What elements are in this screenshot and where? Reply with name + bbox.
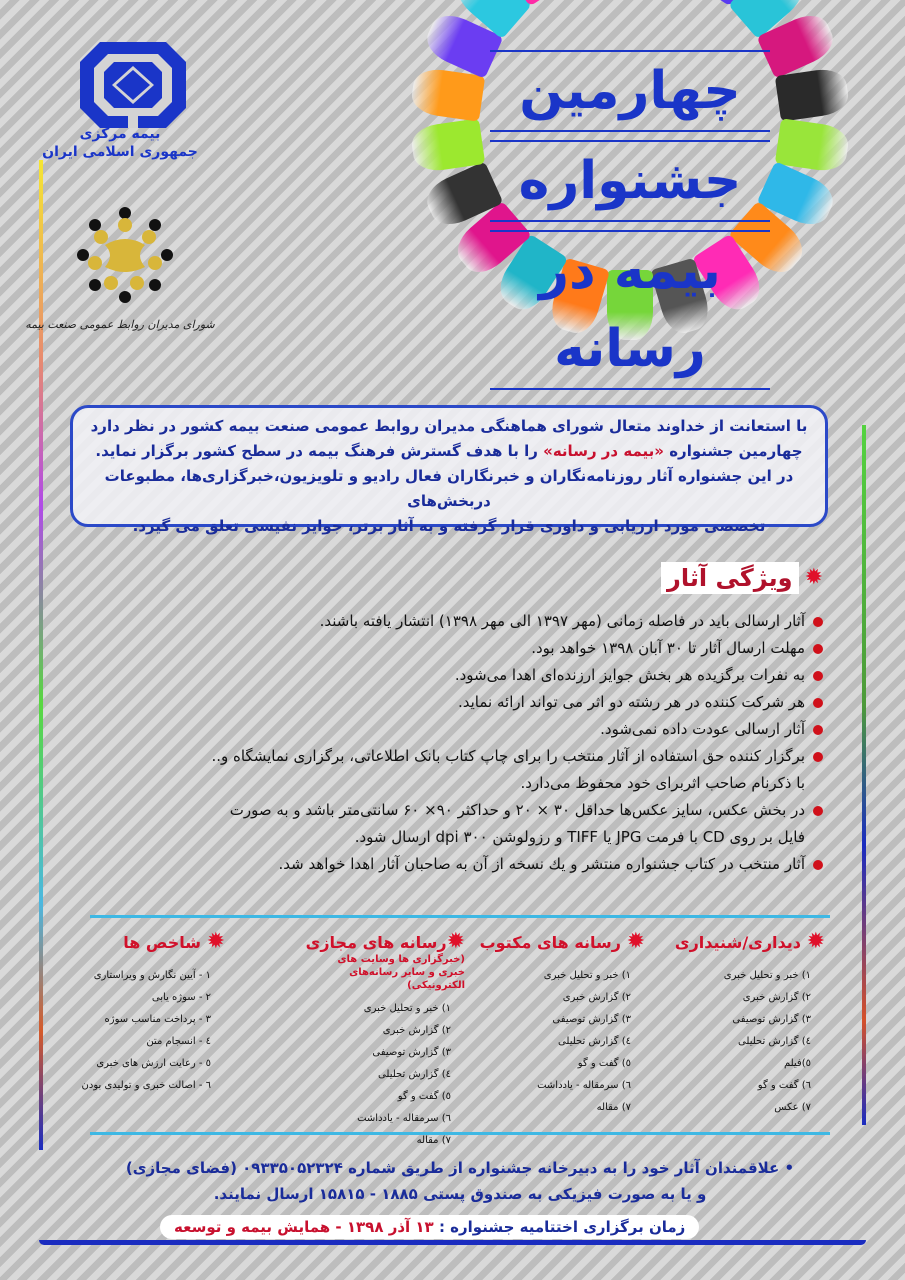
list-item: ۳ - پرداخت مناسب سوژه xyxy=(104,1014,211,1025)
list-item: ٥) گفت و گو xyxy=(397,1091,451,1102)
column-criteria xyxy=(81,929,225,1097)
intro-line-2-start: چهارمین جشنواره xyxy=(669,442,803,460)
column-subtitle: (خبرگزاری ها وسایت های خبری و سایر رسانه‌های الکترونیکی) xyxy=(337,954,465,991)
column-title xyxy=(674,929,825,954)
title-line-1: چهارمین xyxy=(490,50,770,132)
list-item: ٥ - رعایت ارزش های خبری xyxy=(96,1058,211,1069)
intro-line-2-end: را با هدف گسترش فرهنگ بیمه در سطح کشور برگزار نماید. xyxy=(95,442,538,460)
star-icon: ✹ xyxy=(806,929,825,954)
feature-item: به نفرات برگزیده هر بخش جوایز ارزنده‌ای اهدا می‌شود. xyxy=(203,662,823,689)
list-item: ۷) عکس xyxy=(774,1102,811,1113)
list-item: ٦ - اصالت خبری و تولیدی بودن xyxy=(81,1080,211,1091)
title-line-3: بیمه در رسانه xyxy=(490,230,770,390)
list-item: ٤) گزارش تحلیلی xyxy=(738,1036,811,1047)
closing-value: ۱۳ آذر ۱۳۹۸ - همایش بیمه و توسعه xyxy=(174,1218,434,1236)
decorative-side-line xyxy=(39,160,43,1150)
council-logo-icon xyxy=(75,205,175,305)
list-item: ۲) گزارش خبری xyxy=(742,992,811,1003)
bimeh-markazi-logo-icon xyxy=(78,40,188,130)
closing-ceremony-badge xyxy=(160,1215,699,1239)
submission-instructions xyxy=(80,1155,840,1207)
feature-item: آثار ارسالی باید در فاصله زمانی (مهر ۱۳۹۷ الی مهر ۱۳۹۸) انتشار یافته باشند. xyxy=(203,608,823,635)
list-item: ٥)فیلم xyxy=(783,1058,811,1069)
column-audiovisual xyxy=(674,929,825,1119)
features-title: ویژگی آثار xyxy=(661,562,799,594)
column-title-text: دیداری/شنیداری xyxy=(674,933,801,952)
council-label: شورای مدیران روابط عمومی صنعت بیمه xyxy=(25,318,215,331)
list-item: ۳) گزارش توصیفی xyxy=(732,1014,811,1025)
column-title-text: رسانه های مجازی xyxy=(305,933,447,952)
list-item: ۱) خبر و تحلیل خبری xyxy=(543,970,631,981)
closing-label: زمان برگزاری اختتامیه جشنواره : xyxy=(438,1218,686,1236)
intro-line-4: تخصصی مورد ارزیابی و داوری قرار گرفته و به آثار برتر، جوایز نفیسی تعلق می گیرد. xyxy=(132,517,766,535)
list-item: ۱ - آیین نگارش و ویراستاری xyxy=(93,970,211,981)
column-list xyxy=(480,965,645,1119)
intro-line-3: در این جشنواره آثار روزنامه‌نگاران و خبرنگاران فعال رادیو و تلویزیون،خبرگزاری‌ها، مطبوعات دربخش‌های xyxy=(104,467,794,510)
section-divider xyxy=(90,1132,830,1135)
decorative-bottom-line xyxy=(39,1240,866,1245)
submission-line-2: و یا به صورت فیزیکی به صندوق پستی ۱۸۸۵ - ۱۵۸۱۵ ارسال نمایند. xyxy=(213,1185,707,1203)
list-item: ۳) گزارش توصیفی xyxy=(372,1047,451,1058)
star-icon: ✹ xyxy=(206,929,225,954)
column-title xyxy=(82,929,225,954)
column-title xyxy=(479,929,645,954)
feature-item: آثار ارسالی عودت داده نمی‌شود. xyxy=(203,716,823,743)
column-list xyxy=(82,965,225,1097)
bimeh-logo-line2: جمهوری اسلامی ایران xyxy=(42,144,198,160)
feature-item: آثار منتخب در کتاب جشنواره منتشر و یك نسخه از آن به صاحبان آثار اهدا خواهد شد. xyxy=(203,851,823,878)
intro-line-1: با استعانت از خداوند متعال شورای هماهنگی مدیران روابط عمومی صنعت بیمه کشور در نظر دارد xyxy=(90,417,808,435)
column-print-media xyxy=(479,929,645,1119)
features-heading xyxy=(661,562,823,594)
feature-item: در بخش عکس، سایز عکس‌ها حداقل ۳۰ × ۲۰ و حداکثر ۹۰× ۶۰ سانتی‌متر باشد و به صورت فایل بر روی CD با فرمت JPG یا TIFF و رزولوشن ۳۰۰ dpi ارسال شود. xyxy=(203,797,823,851)
list-item: ۱) خبر و تحلیل خبری xyxy=(363,1003,451,1014)
list-item: ٤) گزارش تحلیلی xyxy=(558,1036,631,1047)
list-item: ۲) گزارش خبری xyxy=(382,1025,451,1036)
intro-highlight: «بیمه در رسانه» xyxy=(543,442,664,460)
column-online-media xyxy=(305,929,465,1152)
festival-title xyxy=(480,50,780,398)
section-divider xyxy=(90,915,830,918)
column-list xyxy=(315,998,465,1152)
list-item: ٦) سرمقاله - یادداشت xyxy=(357,1113,451,1124)
column-title-text: شاخص ها xyxy=(123,933,201,952)
list-item: ۱) خبر و تحلیل خبری xyxy=(723,970,811,981)
list-item: ۲) گزارش خبری xyxy=(562,992,631,1003)
list-item: ٦) گفت و گو xyxy=(757,1080,811,1091)
feature-item: مهلت ارسال آثار تا ۳۰ آبان ۱۳۹۸ خواهد بود. xyxy=(203,635,823,662)
star-icon: ✹ xyxy=(804,565,823,590)
decorative-right-line xyxy=(862,425,866,1125)
submission-line-1: • علاقمندان آثار خود را به دبیرخانه جشنواره از طریق شماره ۰۹۳۳۵۰۵۲۳۲۴ (فضای مجازی) xyxy=(125,1159,795,1177)
list-item: ٤ - انسجام متن xyxy=(146,1036,211,1047)
list-item: ٥) گفت و گو xyxy=(577,1058,631,1069)
star-icon: ✹ xyxy=(626,929,645,954)
title-line-2: جشنواره xyxy=(490,140,770,222)
bimeh-logo-line1: بیمه مرکزی xyxy=(79,126,161,142)
pen-nib-icon xyxy=(775,66,851,121)
list-item: ٤) گزارش تحلیلی xyxy=(378,1069,451,1080)
list-item: ۷) مقاله xyxy=(416,1135,451,1146)
bimeh-markazi-label xyxy=(20,125,220,161)
feature-item: هر شرکت کننده در هر رشته دو اثر می تواند ارائه نماید. xyxy=(203,689,823,716)
intro-box xyxy=(70,405,828,535)
features-list xyxy=(203,608,823,878)
column-list xyxy=(675,965,825,1119)
feature-item: برگزار کننده حق استفاده از آثار منتخب را برای چاپ کتاب بانک اطلاعاتی، برگزاری نمایشگاه و.. با ذکرنام صاحب اثربرای خود محفوظ می‌دارد. xyxy=(203,743,823,797)
list-item: ۲ - سوژه یابی xyxy=(151,992,211,1003)
column-title-text: رسانه های مکتوب xyxy=(479,933,621,952)
star-icon: ✹ xyxy=(446,929,465,954)
list-item: ۷) مقاله xyxy=(596,1102,631,1113)
column-title xyxy=(305,929,465,954)
intro-line-2 xyxy=(83,439,815,464)
list-item: ٦) سرمقاله - یادداشت xyxy=(537,1080,631,1091)
list-item: ۳) گزارش توصیفی xyxy=(552,1014,631,1025)
